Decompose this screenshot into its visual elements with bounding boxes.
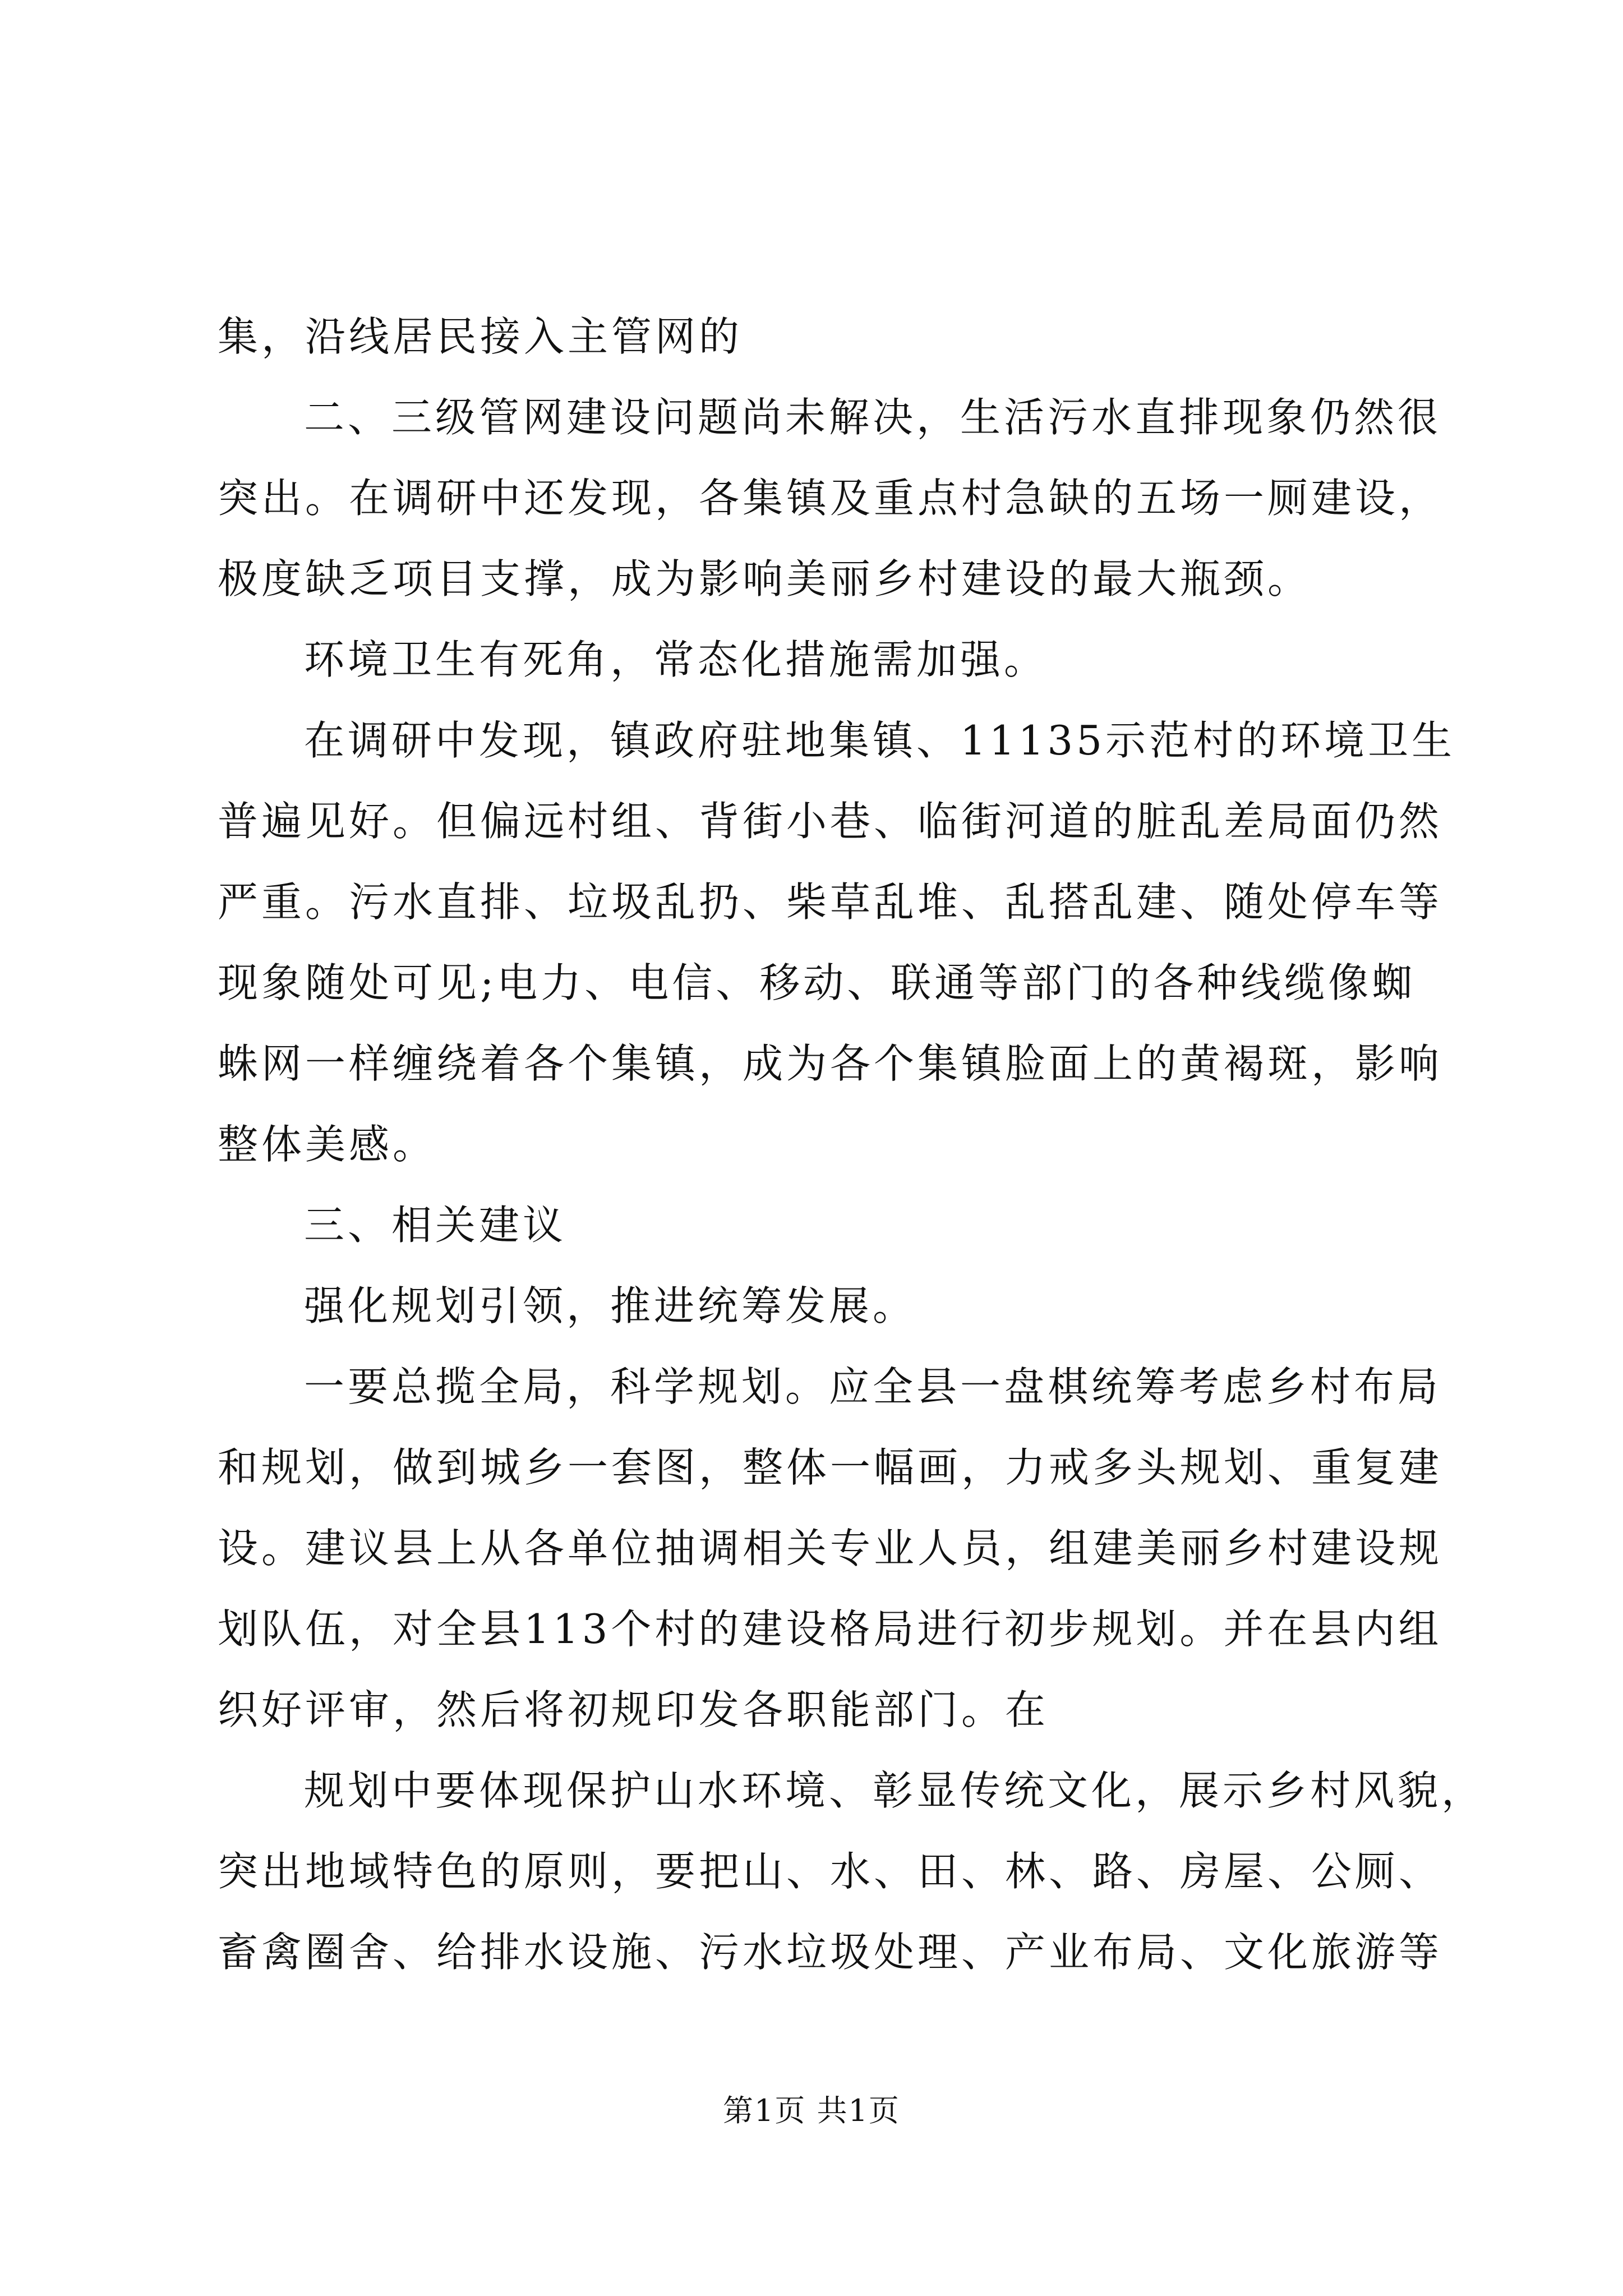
text-line: 普遍见好。但偏远村组、背街小巷、临街河道的脏乱差局面仍然 [218,798,1443,845]
text-line: 一要总揽全局，科学规划。应全县一盘棋统筹考虑乡村布局 [304,1363,1442,1410]
text-line: 设。建议县上从各单位抽调相关专业人员，组建美丽乡村建设规 [218,1525,1443,1572]
text-line: 强化规划引领，推进统筹发展。 [304,1282,917,1329]
text-line: 突出地域特色的原则，要把山、水、田、林、路、房屋、公厕、 [218,1848,1443,1895]
text-line: 现象随处可见;电力、电信、移动、联通等部门的各种线缆像蜘 [218,959,1416,1006]
text-line: 突出。在调研中还发现，各集镇及重点村急缺的五场一厕建设， [218,475,1443,522]
text-line: 整体美感。 [218,1121,437,1168]
text-line: 二、三级管网建设问题尚未解决，生活污水直排现象仍然很 [304,394,1442,441]
text-line: 集，沿线居民接入主管网的 [218,313,743,360]
text-line: 在调研中发现，镇政府驻地集镇、11135示范村的环境卫生 [304,717,1456,764]
body-text [218,296,1486,1993]
section-heading: 三、相关建议 [304,1202,567,1249]
text-line: 蛛网一样缠绕着各个集镇，成为各个集镇脸面上的黄褐斑，影响 [218,1040,1443,1087]
text-line: 严重。污水直排、垃圾乱扔、柴草乱堆、乱搭乱建、随处停车等 [218,878,1443,926]
text-line: 划队伍，对全县113个村的建设格局进行初步规划。并在县内组 [218,1605,1442,1653]
page-footer: 第1页 共1页 [723,2093,900,2128]
text-line: 规划中要体现保护山水环境、彰显传统文化，展示乡村风貌， [304,1767,1486,1814]
text-line: 极度缺乏项目支撑，成为影响美丽乡村建设的最大瓶颈。 [218,555,1312,602]
text-line: 织好评审，然后将初规印发各职能部门。在 [218,1686,1049,1733]
text-line: 和规划，做到城乡一套图，整体一幅画，力戒多头规划、重复建 [218,1444,1443,1491]
text-line: 环境卫生有死角，常态化措施需加强。 [304,636,1048,683]
text-line: 畜禽圈舍、给排水设施、污水垃圾处理、产业布局、文化旅游等 [218,1929,1443,1976]
